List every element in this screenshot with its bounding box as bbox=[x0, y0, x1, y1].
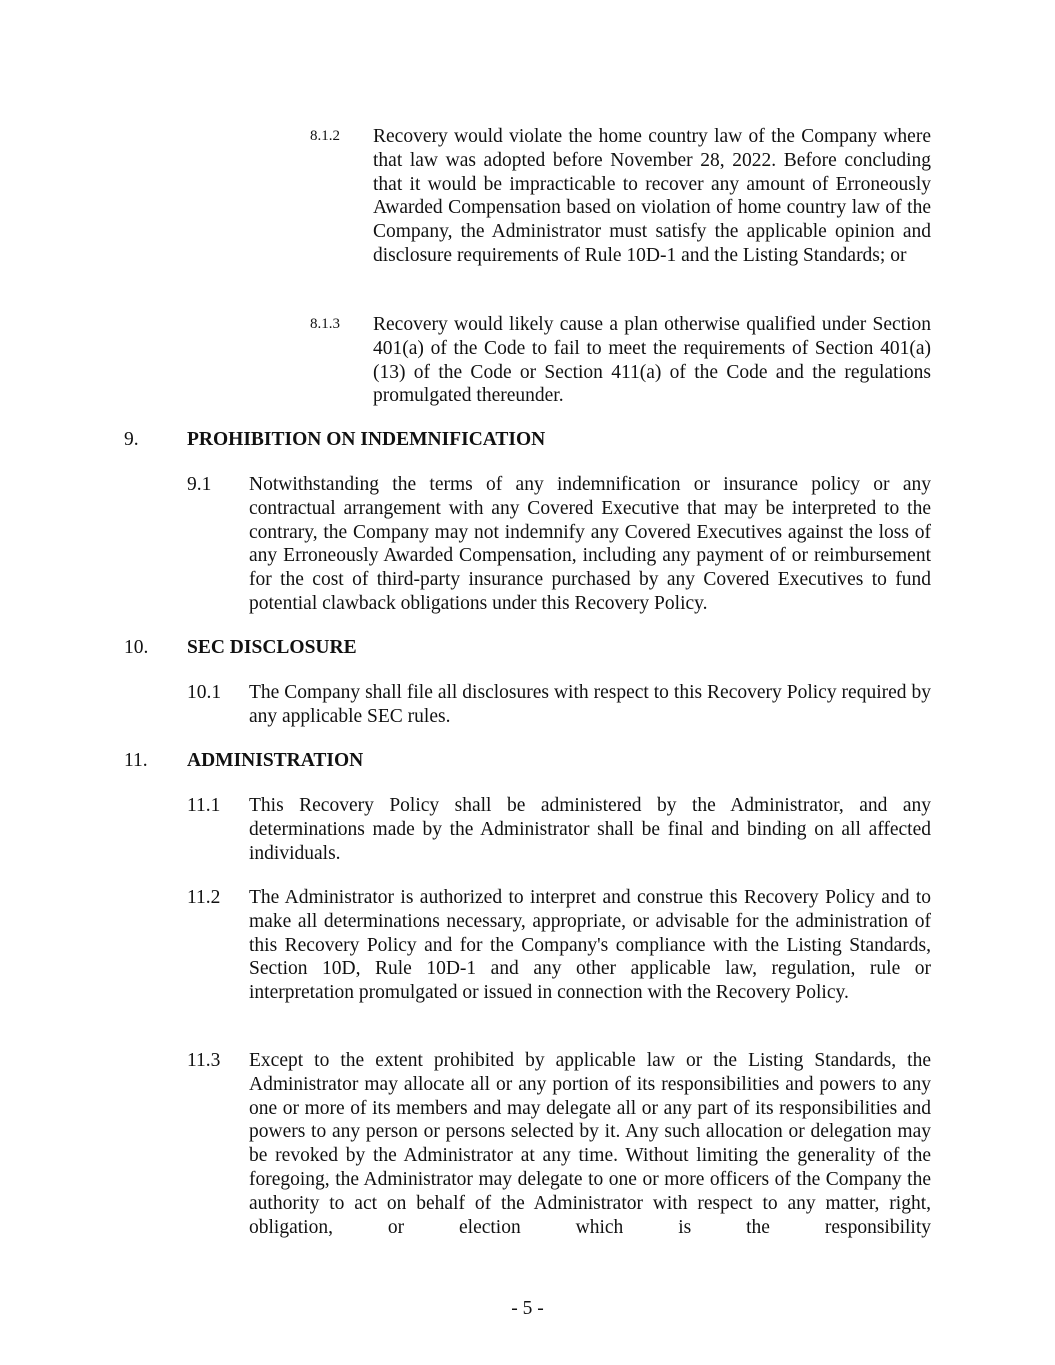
section-heading: ADMINISTRATION bbox=[187, 750, 364, 771]
paragraph-text: This Recovery Policy shall be administered by the Administrator, and any determinations made by the Administrator shall be final and binding on all affected individuals. bbox=[249, 795, 931, 864]
paragraph-text: The Administrator is authorized to interpret and construe this Recovery Policy and to make all determinations necessary, appropriate, or advisable for the administration of this Recovery Policy and for the Company's compliance with the Listing Standards, Section 10D, Rule 10D-1 and any other applicable law, regulation, rule or interpretation promulgated or issued in connection with the Recovery Policy. bbox=[249, 887, 931, 1004]
page-number: - 5 - bbox=[511, 1298, 544, 1319]
paragraph-number: 9.1 bbox=[187, 474, 212, 495]
section-number: 9. bbox=[124, 429, 139, 450]
subsection-text: Recovery would violate the home country law of the Company where that law was adopted before November 28, 2022. Before concluding that it would be impracticable to recover any amount of Erroneously Awarded Compensation based on violation of home country law of the Company, the Administrator must satisfy the applicable opinion and disclosure requirements of Rule 10D-1 and the Listing Standards; or bbox=[373, 126, 931, 266]
paragraph-text: The Company shall file all disclosures with respect to this Recovery Policy required by any applicable SEC rules. bbox=[249, 682, 931, 727]
paragraph-number: 11.2 bbox=[187, 887, 221, 908]
paragraph-number: 11.3 bbox=[187, 1050, 221, 1071]
subsection-number: 8.1.2 bbox=[310, 128, 340, 144]
section-heading: SEC DISCLOSURE bbox=[187, 637, 357, 658]
paragraph-number: 11.1 bbox=[187, 795, 221, 816]
section-number: 10. bbox=[124, 637, 149, 658]
section-heading: PROHIBITION ON INDEMNIFICATION bbox=[187, 429, 546, 450]
subsection-text: Recovery would likely cause a plan otherwise qualified under Section 401(a) of the Code to fail to meet the requirements of Section 401(a)(13) of the Code or Section 411(a) of the Code and the regulations promulgated thereunder. bbox=[373, 314, 931, 407]
section-number: 11. bbox=[124, 750, 148, 771]
paragraph-number: 10.1 bbox=[187, 682, 222, 703]
paragraph-text: Except to the extent prohibited by applicable law or the Listing Standards, the Administrator may allocate all or any portion of its responsibilities and powers to any one or more of its members and may delegate all or any part of its responsibilities and powers to any person or persons selected by it. Any such allocation or delegation may be revoked by the Administrator at any time. Without limiting the generality of the foregoing, the Administrator may delegate to one or more officers of the Company the authority to act on behalf of the Administrator with respect to any matter, right, obligation, or election which is the responsibility bbox=[249, 1050, 931, 1238]
paragraph-text: Notwithstanding the terms of any indemnification or insurance policy or any contractual arrangement with any Covered Executive that may be interpreted to the contrary, the Company may not indemnify any Covered Executives against the loss of any Erroneously Awarded Compensation, including any payment of or reimbursement for the cost of third-party insurance purchased by any Covered Executives to fund potential clawback obligations under this Recovery Policy. bbox=[249, 474, 931, 614]
subsection-number: 8.1.3 bbox=[310, 316, 340, 332]
